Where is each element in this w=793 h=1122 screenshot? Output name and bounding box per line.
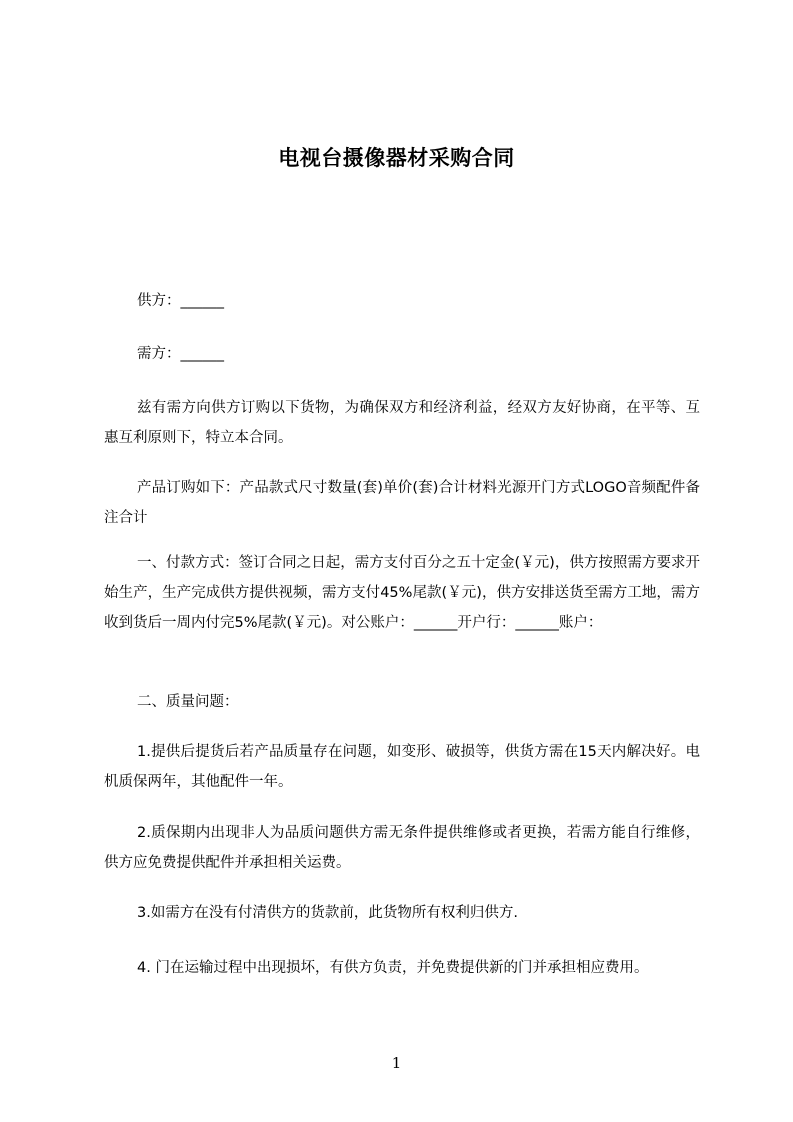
payment-terms-paragraph: 一、付款方式：签订合同之日起，需方支付百分之五十定金(￥元)，供方按照需方要求开始生产，生产完成供方提供视频，需方支付45%尾款(￥元)，供方安排送货至需方工地，需方收到货后一周内付完5%尾款(￥元)。对公账户：______开户行：______账户： <box>104 555 700 631</box>
page-number: 1 <box>391 1054 402 1072</box>
intro-paragraph: 兹有需方向供方订购以下货物，为确保双方和经济利益，经双方友好协商，在平等、互惠互利原则下，特立本合同。 <box>104 400 700 446</box>
document-title: 电视台摄像器材采购合同 <box>278 146 515 170</box>
buyer-line: 需方：______ <box>137 346 224 362</box>
quality-clause-4: 4. 门在运输过程中出现损坏，有供方负责，并免费提供新的门并承担相应费用。 <box>137 960 649 976</box>
quality-clause-2: 2.质保期内出现非人为品质问题供方需无条件提供维修或者更换，若需方能自行维修，供方应免费提供配件并承担相关运费。 <box>104 825 700 871</box>
quality-heading: 二、质量问题： <box>137 694 239 710</box>
quality-clause-3: 3.如需方在没有付清供方的货款前，此货物所有权利归供方. <box>137 905 518 921</box>
product-order-paragraph: 产品订购如下：产品款式尺寸数量(套)单价(套)合计材料光源开门方式LOGO音频配件备注合计 <box>104 480 700 526</box>
quality-clause-1: 1.提供后提货后若产品质量存在问题，如变形、破损等，供货方需在15天内解决好。电机质保两年，其他配件一年。 <box>104 744 700 790</box>
supplier-line: 供方：______ <box>137 293 224 309</box>
